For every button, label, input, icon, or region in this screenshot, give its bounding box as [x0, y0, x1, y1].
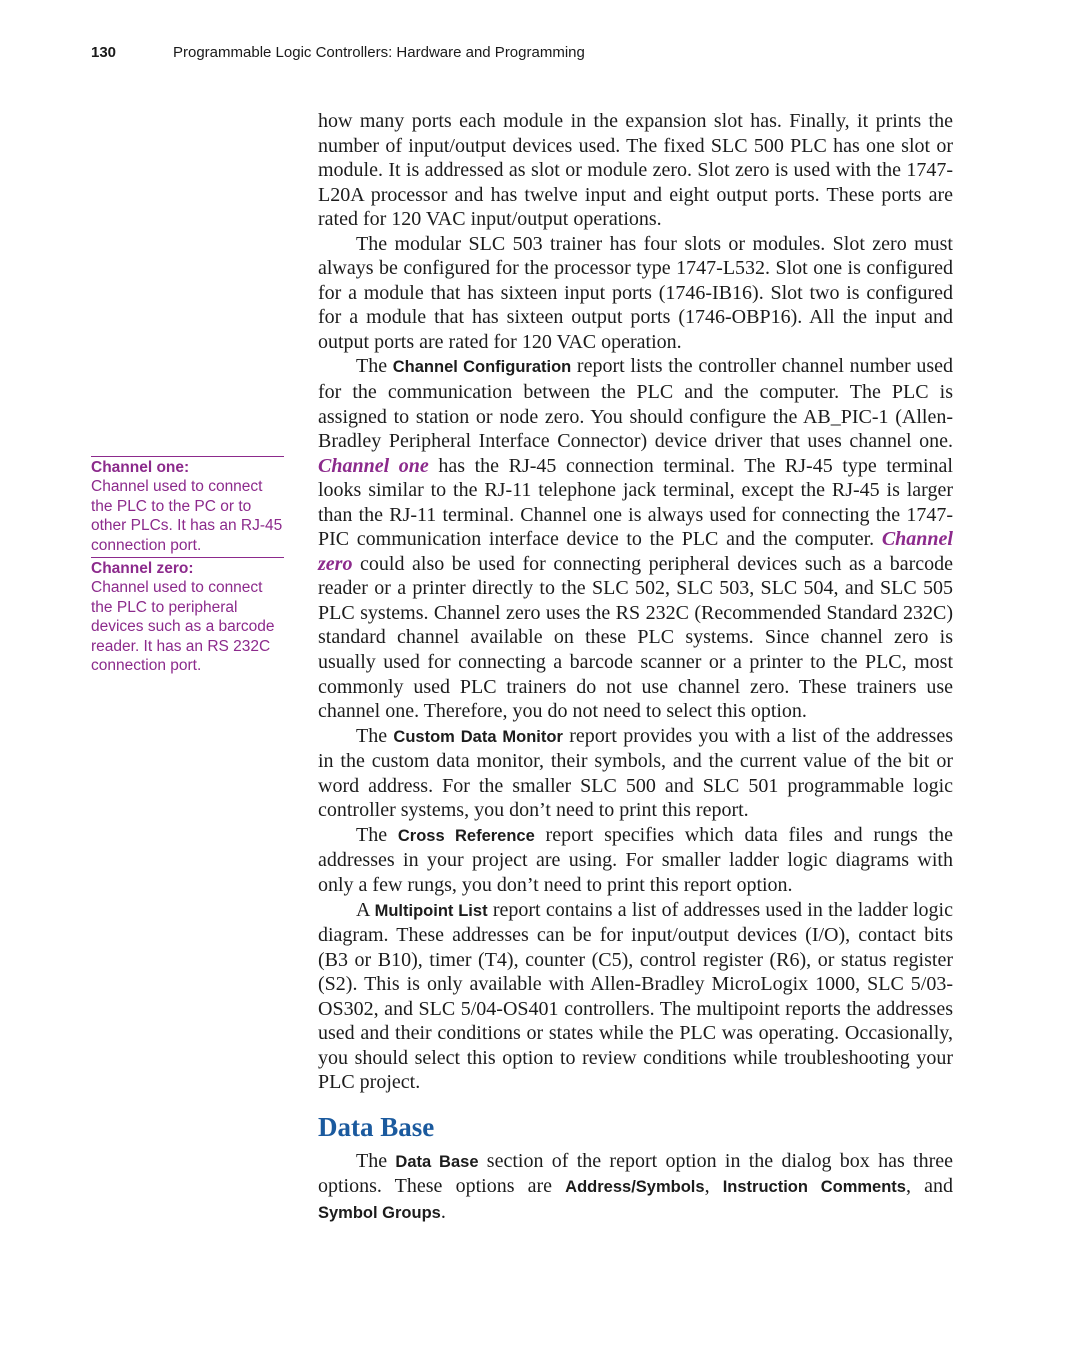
- text: The: [356, 823, 398, 846]
- text: has the RJ-45 connection terminal. The RJ-45 type terminal looks similar to the RJ-11 telephone jack terminal, except the RJ-45 is larger than the RJ-11 terminal. Channel one is always used for connecting the 1747-PIC communication interface device to the PLC and the computer.: [318, 454, 953, 551]
- text: A: [356, 898, 375, 921]
- glossary-entry-channel-zero: [91, 557, 284, 675]
- key-term-channel-one: Channel one: [318, 454, 429, 477]
- ui-term-symbol-groups: Symbol Groups: [318, 1203, 441, 1222]
- margin-glossary: [91, 456, 284, 677]
- glossary-entry-channel-one: [91, 456, 284, 555]
- text: report provides you with a list of the addresses in the custom data monitor, their symbols, and the current value of the bit or word address. For the smaller SLC 500 and SLC 501 programmable logic controller systems, you don’t need to print this report.: [318, 724, 953, 822]
- ui-term-data-base: Data Base: [395, 1152, 479, 1171]
- ui-term-custom-data-monitor: Custom Data Monitor: [393, 727, 563, 746]
- glossary-term: Channel one:: [91, 459, 190, 476]
- text: The: [356, 724, 394, 747]
- key-term-channel-zero: Channel zero: [318, 528, 953, 575]
- text: .: [440, 1200, 446, 1223]
- text: , and: [905, 1175, 953, 1198]
- paragraph: [318, 724, 953, 823]
- text: report contains a list of addresses used in the ladder logic diagram. These addresses can be for input/output devices (I/O), contact bits (B3 or B10), timer (T4), counter (C5), control register (R6), or status register (S2). This is only available with Allen-Bradley MicroLogix 1000, SLC 5/03-OS302, and SLC 5/04-OS401 controllers. The multipoint reports the addresses used and their conditions or states while the PLC was operating. Occasionally, you should select this option to review conditions while troubleshooting your PLC project.: [318, 898, 953, 1094]
- text: report specifies which data files and rungs the addresses in your project are using. For smaller ladder logic diagrams with only a few rungs, you don’t need to print this report option.: [318, 823, 953, 896]
- paragraph: how many ports each module in the expansion slot has. Finally, it prints the number of input/output devices used. The fixed SLC 500 PLC has one slot or module. It is addressed as slot or module zero. Slot zero is used with the 1747-L20A processor and has twelve input and eight output ports. These ports are rated for 120 VAC input/output operations.: [318, 110, 953, 231]
- running-title: Programmable Logic Controllers: Hardware and Programming: [173, 44, 585, 61]
- ui-term-instruction-comments: Instruction Comments: [722, 1178, 906, 1197]
- ui-term-channel-configuration: Channel Configuration: [392, 358, 572, 377]
- text: could also be used for connecting peripheral devices such as a barcode reader or a printer directly to the SLC 502, SLC 503, SLC 504, and SLC 505 PLC systems. Channel zero uses the RS 232C (Recommended Standard 232C) standard channel available on these PLC systems. Since channel zero is usually used for connecting a barcode scanner or a printer to the PLC, most commonly used PLC trainers do not use channel zero. These trainers use channel one. Therefore, you do not need to select this option.: [318, 552, 953, 723]
- ui-term-cross-reference: Cross Reference: [397, 826, 535, 845]
- ui-term-address-symbols: Address/Symbols: [565, 1178, 705, 1197]
- section-heading: Data Base: [318, 1111, 435, 1142]
- paragraph: [318, 354, 953, 723]
- glossary-definition: Channel used to connect the PLC to the PC or to other PLCs. It has an RJ-45 connection port.: [91, 478, 283, 554]
- paragraph: [318, 898, 953, 1095]
- page-number: 130: [91, 44, 117, 61]
- main-text: [318, 109, 953, 1226]
- glossary-definition: Channel used to connect the PLC to peripheral devices such as a barcode reader. It has an RS 232C connection port.: [91, 579, 275, 675]
- text: The: [356, 355, 393, 378]
- glossary-term: Channel zero:: [91, 560, 194, 578]
- paragraph: The modular SLC 503 trainer has four slots or modules. Slot zero must always be configured for the processor type 1747-L532. Slot one is configured for a module that has sixteen input ports (1746-IB16). Slot two is configured for a module that has sixteen output ports (1746-OBP16). All the input and output ports are rated for 120 VAC operation.: [318, 232, 953, 353]
- ui-term-multipoint-list: Multipoint List: [374, 901, 488, 920]
- paragraph: [318, 823, 953, 898]
- paragraph: [318, 1149, 953, 1226]
- text: section of the report option in the dialog box has three options. These options are: [318, 1149, 954, 1198]
- text: The: [356, 1149, 396, 1172]
- text: report lists the controller channel number used for the communication between the PLC and the computer. The PLC is assigned to station or node zero. You should configure the AB_PIC-1 (Allen-Bradley Peripheral Interface Connector) device driver that uses channel one.: [318, 355, 954, 453]
- text: ,: [704, 1175, 723, 1198]
